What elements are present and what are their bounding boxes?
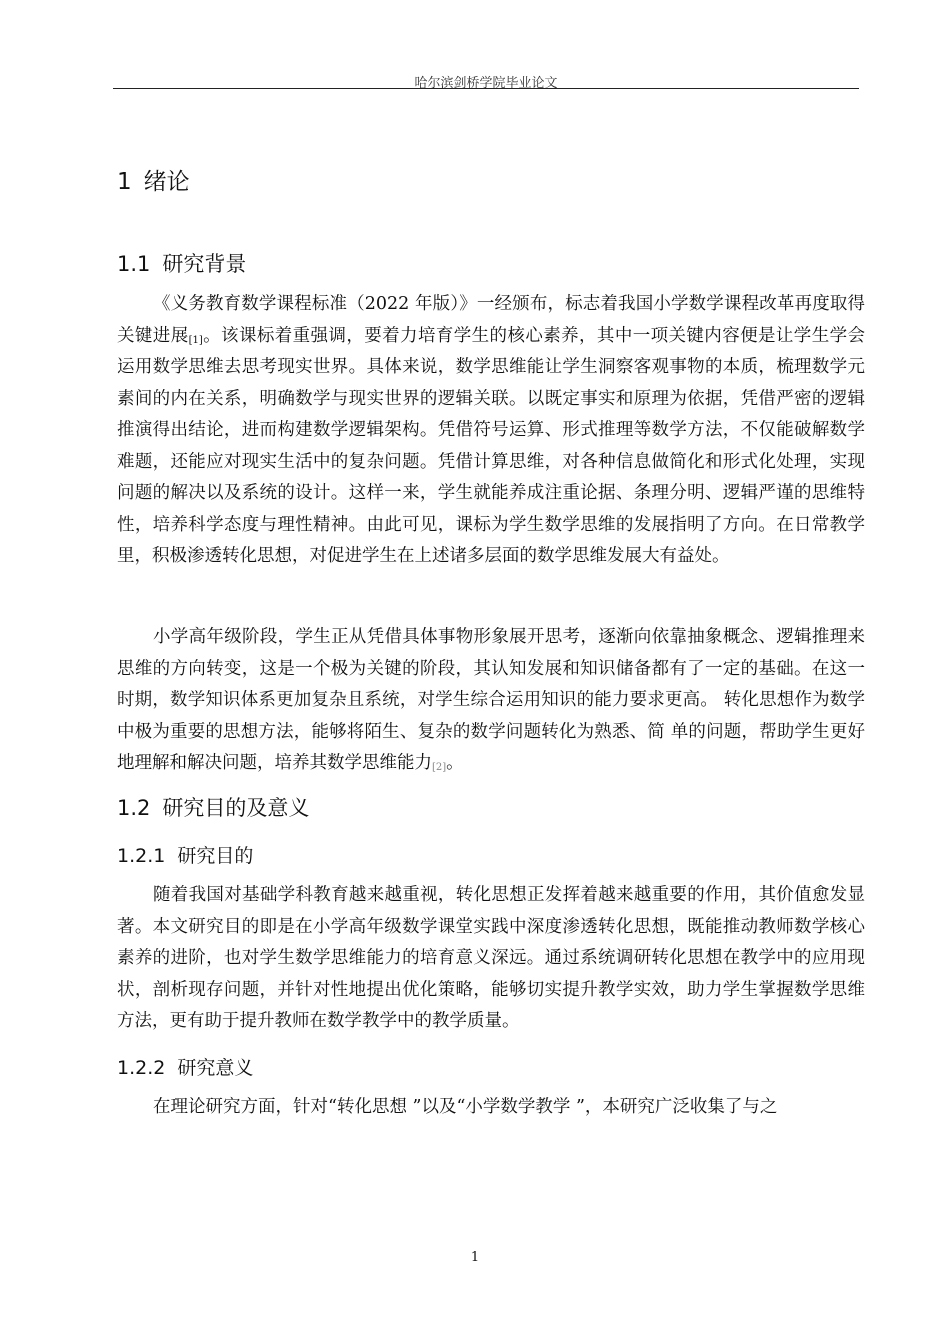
header-rule [113,88,859,89]
paragraph-text: 小学高年级阶段，学生正从凭借具体事物形象展开思考，逐渐向依靠抽象概念、逻辑推理来思维的方向转变，这是一个极为关键的阶段，其认知发展和知识储备都有了一定的基础。在这一时期，数学知识体系更加复杂且系统，对学生综合运用知识的能力要求更高。 转化思想作为数学中极为重要的思想方法，能够将陌生、复杂的数学问题转化为熟悉、简 单的问题，帮助学生更好地理解和解决问题，培养其数学思维能力 [117,627,865,773]
subsection-title: 研究意义 [177,1057,254,1079]
section-title: 研究目的及意义 [162,796,310,820]
chapter-title: 绪论 [143,169,190,195]
subsection-title: 研究目的 [177,845,254,867]
paragraph-background-2 [117,622,865,780]
section-heading-1-1 [117,248,246,278]
subsection-number: 1.2.1 [117,845,166,867]
section-number: 1.1 [117,252,151,276]
citation-ref: [1] [188,334,203,346]
chapter-heading [117,163,190,196]
paragraph-text: 《义务教育数学课程标准（2022 年版）》一经颁布，标志着我国小学数学课程改革再度取得关键进展 [117,294,865,346]
section-heading-1-2 [117,792,309,822]
section-title: 研究背景 [162,252,247,276]
paragraph-significance: 在理论研究方面，针对“转化思想 ”以及“小学数学教学 ”，本研究广泛收集了与之 [153,1097,778,1117]
running-header: 哈尔滨剑桥学院毕业论文 [414,76,558,91]
citation-ref: [2] [432,762,447,773]
page-number: 1 [470,1250,480,1265]
chapter-number: 1 [117,169,132,195]
subsection-heading-1-2-2 [117,1053,253,1080]
section-number: 1.2 [117,796,151,820]
subsection-number: 1.2.2 [117,1057,166,1079]
paragraph-text: 。 [446,753,464,773]
paragraph-purpose: 随着我国对基础学科教育越来越重视，转化思想正发挥着越来越重要的作用，其价值愈发显著。本文研究目的即是在小学高年级数学课堂实践中深度渗透转化思想，既能推动教师数学核心素养的进阶，也对学生数学思维能力的培育意义深远。通过系统调研转化思想在教学中的应用现状，剖析现存问题，并针对性地提出优化策略，能够切实提升教学实效，助力学生掌握数学思维方法，更有助于提升教师在数学教学中的教学质量。 [117,885,865,1031]
paragraph-background-1 [117,289,865,573]
subsection-heading-1-2-1 [117,841,253,868]
paragraph-text: 。该课标着重强调，要着力培育学生的核心素养，其中一项关键内容便是让学生学会运用数学思维去思考现实世界。具体来说，数学思维能让学生洞察客观事物的本质，梳理数学元素间的内在关系，明确数学与现实世界的逻辑关联。以既定事实和原理为依据，凭借严密的逻辑推演得出结论，进而构建数学逻辑架构。凭借符号运算、形式推理等数学方法，不仅能破解数学难题，还能应对现实生活中的复杂问题。凭借计算思维，对各种信息做简化和形式化处理，实现问题的解决以及系统的设计。这样一来，学生就能养成注重论据、条理分明、逻辑严谨的思维特性，培养科学态度与理性精神。由此可见，课标为学生数学思维的发展指明了方向。在日常教学里，积极渗透转化思想，对促进学生在上述诸多层面的数学思维发展大有益处。 [117,325,865,566]
